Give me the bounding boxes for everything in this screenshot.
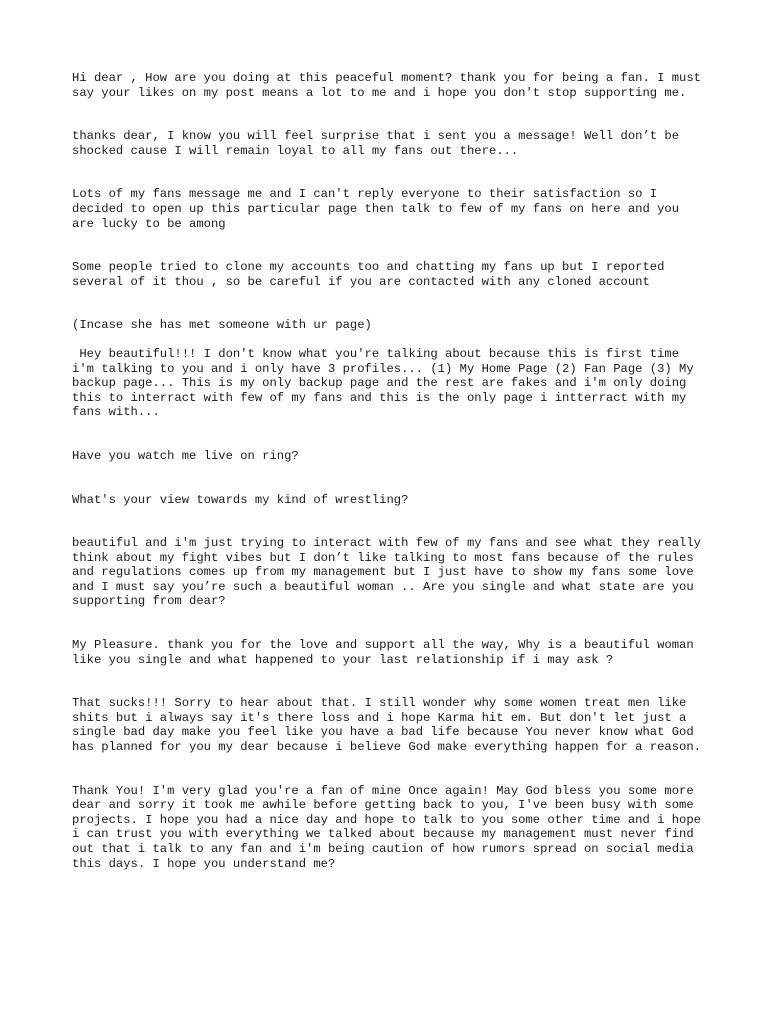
- paragraph-11: That sucks!!! Sorry to hear about that. I still wonder why some women treat men like shits but i always say it's there loss and i hope Karma hit em. But don't let just a single bad day make you feel like you have a bad life because You never know what God has planned for you my dear because i believe God make everything happen for a reason.: [72, 696, 701, 755]
- paragraph-2: thanks dear, I know you will feel surprise that i sent you a message! Well don’t be shocked cause I will remain loyal to all my fans out there...: [72, 129, 687, 158]
- paragraph-1: Hi dear , How are you doing at this peaceful moment? thank you for being a fan. I must say your likes on my post means a lot to me and i hope you don't stop supporting me.: [72, 71, 709, 100]
- paragraph-3: Lots of my fans message me and I can't reply everyone to their satisfaction so I decided to open up this particular page then talk to few of my fans on here and you are lucky to be among: [72, 187, 687, 231]
- paragraph-8: What's your view towards my kind of wrestling?: [72, 492, 409, 507]
- paragraph-9: beautiful and i'm just trying to interact with few of my fans and see what they really think about my fight vibes but I don’t like talking to most fans because of the rules and regulations comes up from my management but I just have to show my fans some love and I must say you’re such a beautiful woman .. Are you single and what state are you supporting from dear?: [72, 536, 709, 609]
- document-page: [72, 71, 709, 871]
- paragraph-4: Some people tried to clone my accounts too and chatting my fans up but I reported several of it thou , so be careful if you are contacted with any cloned account: [72, 260, 672, 289]
- paragraph-12: Thank You! I'm very glad you're a fan of mine Once again! May God bless you some more dear and sorry it took me awhile before getting back to you, I've been busy with some projects. I hope you had a nice day and hope to talk to you some other time and i hope i can trust you with everything we talked about because my management must never find out that i talk to any fan and i'm being caution of how rumors spread on social media this days. I hope you understand me?: [72, 783, 709, 871]
- paragraph-6: Hey beautiful!!! I don't know what you're talking about because this is first time i'm talking to you and i only have 3 profiles... (1) My Home Page (2) Fan Page (3) My backup page... This is my only backup page and the rest are fakes and i'm only doing this to interract with few of my fans and this is the only page i intterract with my fans with...: [72, 346, 701, 420]
- paragraph-10: My Pleasure. thank you for the love and support all the way, Why is a beautiful woman like you single and what happened to your last relationship if i may ask ?: [72, 638, 701, 667]
- paragraph-5: (Incase she has met someone with ur page): [72, 318, 372, 333]
- paragraph-7: Have you watch me live on ring?: [72, 448, 299, 463]
